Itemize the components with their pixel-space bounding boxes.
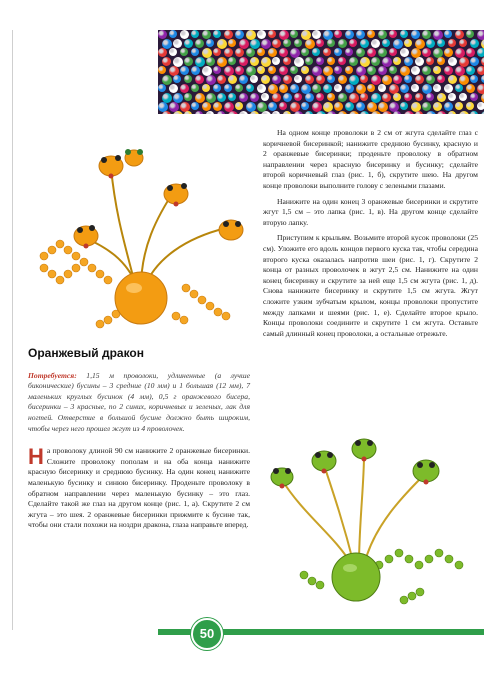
bead-dot — [290, 66, 298, 74]
bead-dot — [415, 57, 424, 66]
orange-dragon-image — [26, 138, 252, 338]
bead-dot — [411, 84, 419, 92]
bead-dot — [470, 93, 478, 101]
bead-dot — [173, 75, 181, 83]
bead-dot — [433, 84, 441, 92]
bead-dot — [283, 39, 291, 47]
bead-dot — [448, 111, 456, 114]
bead-dot — [312, 30, 321, 39]
bead-dot — [404, 39, 412, 47]
bead-dot — [184, 57, 193, 66]
bead-dot — [224, 48, 233, 57]
bead-dot — [448, 93, 456, 101]
bead-dot — [400, 30, 408, 38]
bead-dot — [180, 84, 189, 93]
bead-dot — [235, 102, 243, 110]
bead-dot — [169, 84, 178, 93]
bead-dot — [415, 93, 423, 101]
bead-dot — [437, 111, 446, 114]
bead-dot — [334, 66, 342, 74]
bead-dot — [367, 30, 375, 38]
bead-dot — [180, 66, 189, 75]
bead-dot — [301, 48, 309, 56]
bead-dot — [162, 57, 171, 66]
bead-dot — [261, 111, 271, 114]
bead-dot — [338, 93, 347, 102]
bead-dot — [290, 30, 298, 38]
bead-dot — [389, 48, 397, 56]
bead-dot — [393, 57, 401, 65]
bead-dot — [470, 39, 479, 48]
bead-dot — [250, 111, 259, 114]
page-border-left — [12, 30, 13, 630]
bead-dot — [404, 111, 414, 114]
bead-dot — [224, 30, 233, 39]
bead-dot — [378, 30, 387, 39]
bead-dot — [294, 111, 303, 114]
bead-dot — [279, 48, 288, 57]
bead-dot — [202, 102, 211, 111]
bead-dot — [345, 102, 354, 111]
bead-dot — [191, 48, 199, 56]
bead-dot — [334, 84, 342, 92]
bead-dot — [356, 48, 365, 57]
bead-dot — [217, 111, 225, 114]
bead-dot — [184, 111, 192, 114]
bead-dot — [184, 93, 192, 101]
bead-dot — [158, 48, 167, 57]
materials-list — [28, 371, 250, 435]
bead-dot — [290, 84, 299, 93]
bead-dot — [400, 48, 409, 57]
bead-dot — [360, 93, 368, 101]
bead-dot — [349, 57, 358, 66]
bead-dot — [349, 39, 357, 47]
bead-dot — [327, 39, 335, 47]
bead-dot — [334, 30, 342, 38]
bead-dot — [404, 75, 412, 83]
bead-dot — [470, 75, 478, 83]
bead-dot — [327, 111, 336, 114]
bead-dot — [272, 57, 280, 65]
bead-dot — [305, 111, 313, 114]
bead-dot — [235, 66, 244, 75]
bead-dot — [206, 57, 215, 66]
bead-dot — [305, 93, 314, 102]
bead-dot — [422, 48, 431, 57]
bead-dot — [294, 39, 302, 47]
bead-dot — [250, 57, 259, 66]
bead-dot — [180, 48, 188, 56]
bead-dot — [393, 93, 401, 101]
bead-dot — [360, 75, 368, 83]
bead-dot — [272, 111, 280, 114]
bead-dot — [349, 111, 359, 114]
bead-dot — [173, 39, 182, 48]
bead-dot — [356, 102, 365, 111]
bead-dot — [250, 93, 259, 102]
bead-dot — [389, 30, 397, 38]
bead-dot — [367, 66, 376, 75]
page-number: 50 — [191, 618, 223, 650]
bead-dot — [206, 111, 214, 114]
green-dragon-image — [264, 425, 484, 615]
bead-dot — [477, 102, 484, 110]
bead-dot — [426, 57, 434, 65]
bead-dot — [191, 66, 200, 75]
bead-dot — [224, 84, 232, 92]
bead-dot — [294, 75, 302, 83]
bead-dot — [404, 93, 412, 101]
bead-dot — [338, 39, 347, 48]
bead-dot — [301, 66, 309, 74]
bead-dot — [448, 39, 456, 47]
bead-dot — [400, 84, 409, 93]
bead-dot — [345, 84, 354, 93]
bead-dot — [444, 66, 453, 75]
bead-dot — [301, 102, 309, 110]
bead-dot — [323, 84, 332, 93]
bead-dot — [261, 93, 269, 101]
bead-dot — [382, 111, 392, 114]
bead-dot — [444, 102, 453, 111]
bead-dot — [367, 84, 375, 92]
bead-dot — [327, 57, 335, 65]
bead-dot — [371, 57, 380, 66]
bead-dot — [239, 57, 248, 66]
bead-dot — [257, 84, 266, 93]
bead-dot — [158, 30, 167, 39]
bead-dot — [334, 48, 342, 56]
bead-dot — [411, 30, 420, 39]
bead-dot — [338, 57, 346, 65]
bead-dot — [345, 30, 354, 39]
bead-dot — [261, 75, 270, 84]
bead-dot — [268, 48, 277, 57]
bead-dot — [217, 93, 226, 102]
bead-dot — [378, 84, 386, 92]
bead-dot — [422, 30, 431, 39]
bead-dot — [206, 39, 214, 47]
bead-dot — [283, 75, 292, 84]
bead-dot — [191, 102, 199, 110]
bead-dot — [213, 84, 221, 92]
bead-dot — [213, 30, 221, 38]
bead-dot — [378, 48, 387, 57]
bead-dot — [316, 57, 324, 65]
bead-dot — [415, 111, 423, 114]
bead-dot — [184, 39, 193, 48]
bead-dot — [213, 102, 222, 111]
bead-dot — [338, 75, 347, 84]
bead-dot — [481, 75, 484, 83]
bead-dot — [448, 57, 457, 66]
bead-dot — [257, 48, 265, 56]
bead-dot — [334, 102, 343, 111]
bead-dot — [305, 75, 314, 84]
bead-dot — [415, 75, 424, 84]
bead-dot — [213, 48, 221, 56]
bead-dot — [180, 30, 189, 39]
bead-dot — [235, 84, 243, 92]
bead-dot — [228, 39, 236, 47]
bead-dot — [466, 48, 475, 57]
paragraph: Нанижите на один конец 3 оранжевые бисеринки и скрутите жгут 1,5 см – это лапка (рис. 1, в). На другом конце сделайте вторую лапку. — [263, 196, 478, 227]
bead-dot — [279, 66, 288, 75]
bead-dot — [191, 30, 199, 38]
bead-dot — [228, 75, 237, 84]
bead-dot — [316, 111, 326, 114]
bead-dot — [195, 75, 204, 84]
bead-dot — [228, 93, 236, 101]
bead-dot — [444, 30, 452, 38]
bead-dot — [459, 111, 469, 114]
bead-dot — [444, 48, 453, 57]
bead-dot — [235, 48, 244, 57]
bead-dot — [228, 57, 236, 65]
bead-dot — [455, 102, 463, 110]
bead-dot — [272, 39, 281, 48]
bead-dot — [250, 75, 258, 83]
bead-dot — [426, 93, 434, 101]
bead-dot — [283, 57, 291, 65]
bead-dot — [213, 66, 221, 74]
bead-dot — [279, 102, 287, 110]
bead-dot — [433, 66, 441, 74]
bead-dot — [246, 84, 254, 92]
bead-dot — [389, 66, 397, 74]
bead-dot — [312, 84, 321, 93]
bead-dot — [400, 102, 408, 110]
bead-dot — [268, 102, 277, 111]
bead-dot — [169, 48, 177, 56]
bead-dot — [228, 111, 238, 114]
bead-dot — [305, 57, 313, 65]
bead-dot — [360, 39, 369, 48]
bead-dot — [382, 93, 391, 102]
materials-label: Потребуется: — [28, 370, 77, 380]
bead-dot — [191, 84, 199, 92]
materials-text: 1,15 м проволоки, удлиненные (а лучше биконические) бусины – 3 средние (10 мм) и 1 большая (12 мм), 7 маленьких круглых бусинок (4 мм), 0,5 г оранжевого бисера, бисеринки – 3 красные, по 2 синих, коричневых и зеленых, лак для ногтей. Отверстие в большой бусине должно быть широким, чтобы через него прошел жгут из 4 проволочек. — [28, 370, 250, 433]
bead-dot — [466, 30, 474, 38]
bead-dot — [195, 111, 203, 114]
bead-dot — [393, 75, 402, 84]
bead-dot — [294, 93, 302, 101]
bead-dot — [345, 48, 353, 56]
bead-dot — [360, 111, 369, 114]
bead-dot — [426, 75, 435, 84]
bead-dot — [327, 75, 335, 83]
instructions-text — [28, 446, 250, 531]
bead-dot — [279, 84, 288, 93]
bead-dot — [235, 30, 244, 39]
bead-dot — [316, 93, 324, 101]
bead-dot — [158, 84, 166, 92]
bead-dot — [217, 75, 226, 84]
bead-dot — [169, 30, 177, 38]
bead-dot — [356, 30, 365, 39]
bead-dot — [268, 30, 276, 38]
left-text-column — [28, 348, 250, 531]
bead-dot — [195, 39, 204, 48]
bead-dot — [162, 111, 171, 114]
bead-dot — [466, 102, 474, 110]
bead-dot — [470, 57, 479, 66]
bead-dot — [455, 84, 463, 92]
bead-dot — [426, 111, 436, 114]
bead-dot — [184, 75, 192, 83]
right-text-column — [263, 128, 478, 344]
bead-dot — [239, 75, 248, 84]
bead-dot — [470, 111, 478, 114]
bead-dot — [382, 39, 390, 47]
bead-dot — [459, 39, 467, 47]
bead-dot — [272, 75, 281, 84]
instructions-body: а проволоку длиной 90 см нанижите 2 оранжевые бисеринки. Сложите проволоку пополам и на оба конца нанижите красную бисеринку и среднюю бусинку. На один конец нанижите маленькую бусинку и синюю бисеринку. Проденьте проволоку в обратном направлении через маленькую бусинку – это глаз. Сделайте такой же глаз на другом конце (рис. 1, а). Скрутите 2 см жгута – это шея. 2 оранжевые бисеринки прижмите к бусине так, чтобы они стали похожи на ноздри дракона, глаза направьте вперед. — [28, 446, 250, 530]
bead-dot — [437, 75, 445, 83]
bead-dot — [268, 66, 276, 74]
bead-dot — [393, 111, 401, 114]
drop-cap: Н — [28, 444, 44, 470]
bead-dot — [481, 111, 484, 114]
bead-dot — [316, 39, 324, 47]
bead-dot — [316, 75, 325, 84]
bead-dot — [481, 57, 484, 66]
bead-dot — [327, 93, 335, 101]
bead-dot — [345, 66, 353, 74]
bead-dot — [378, 66, 387, 75]
bead-dot — [371, 39, 380, 48]
bead-dot — [466, 66, 475, 75]
bead-dot — [437, 57, 445, 65]
bead-dot — [257, 30, 266, 39]
bead-dot — [437, 93, 446, 102]
bead-dot — [367, 48, 376, 57]
bead-dot — [239, 93, 248, 102]
bead-dot — [202, 84, 210, 92]
bead-dot — [422, 66, 431, 75]
bead-dot — [239, 111, 248, 114]
bead-dot — [433, 102, 442, 111]
bead-dot — [404, 57, 413, 66]
bead-dot — [158, 66, 166, 74]
bead-dot — [437, 39, 445, 47]
bead-dot — [323, 48, 331, 56]
bead-dot — [448, 75, 457, 84]
bead-dot — [371, 111, 381, 114]
bead-dot — [477, 66, 484, 75]
bead-dot — [173, 111, 183, 114]
bead-dot — [246, 48, 255, 57]
bead-dot — [283, 93, 292, 102]
paragraph: На одном конце проволоки в 2 см от жгута сделайте глаз с коричневой бисеринкой; нанижите среднюю бусинку, красную и 2 оранжевые бисеринки; проденьте проволоку в обратном направлении через красную бисеринку и бусинку; сделайте второй коричневый глаз (рис. 1, б), скрутите шею. На другом конце проволоки выполните голову с зелеными глазами. — [263, 128, 478, 190]
bead-dot — [283, 111, 291, 114]
bead-dot — [312, 48, 320, 56]
article-title: Оранжевый дракон — [28, 346, 144, 360]
beads-banner-image — [158, 30, 484, 114]
bead-dot — [466, 84, 475, 93]
bead-dot — [257, 66, 265, 74]
bead-dot — [272, 93, 281, 102]
paragraph: Приступим к крыльям. Возьмите второй кусок проволоки (25 см). Уложите его вдоль концов первого куска так, чтобы середина второго куска оказалась напротив шеи (рис. 1, г). Скрутите 2 конца от разных проволочек в жгут 2,5 см. Нанижите на один конец бисеринку и скрутите за ней еще 1,5 см жгута (рис. 1, д). Снова нанижите бисеринку и скрутите 1,5 см жгута. Жгут сложите узким зубчатым крылом, концы проволоки пропустите между лапками и шеями (рис. 1, е). Сделайте второе крыло. Концы проволоки соедините и скрутите 1 см жгута. Оставьте самый длинный конец проволоки, а остальные отрежьте. — [263, 233, 478, 338]
bead-dot — [411, 66, 420, 75]
bead-dot — [202, 30, 211, 39]
bead-dot — [455, 30, 464, 39]
bead-dot — [477, 48, 484, 57]
bead-dot — [426, 39, 435, 48]
bead-dot — [444, 84, 453, 93]
bead-dot — [422, 102, 431, 111]
bead-dot — [338, 111, 347, 114]
bead-dot — [459, 93, 467, 101]
